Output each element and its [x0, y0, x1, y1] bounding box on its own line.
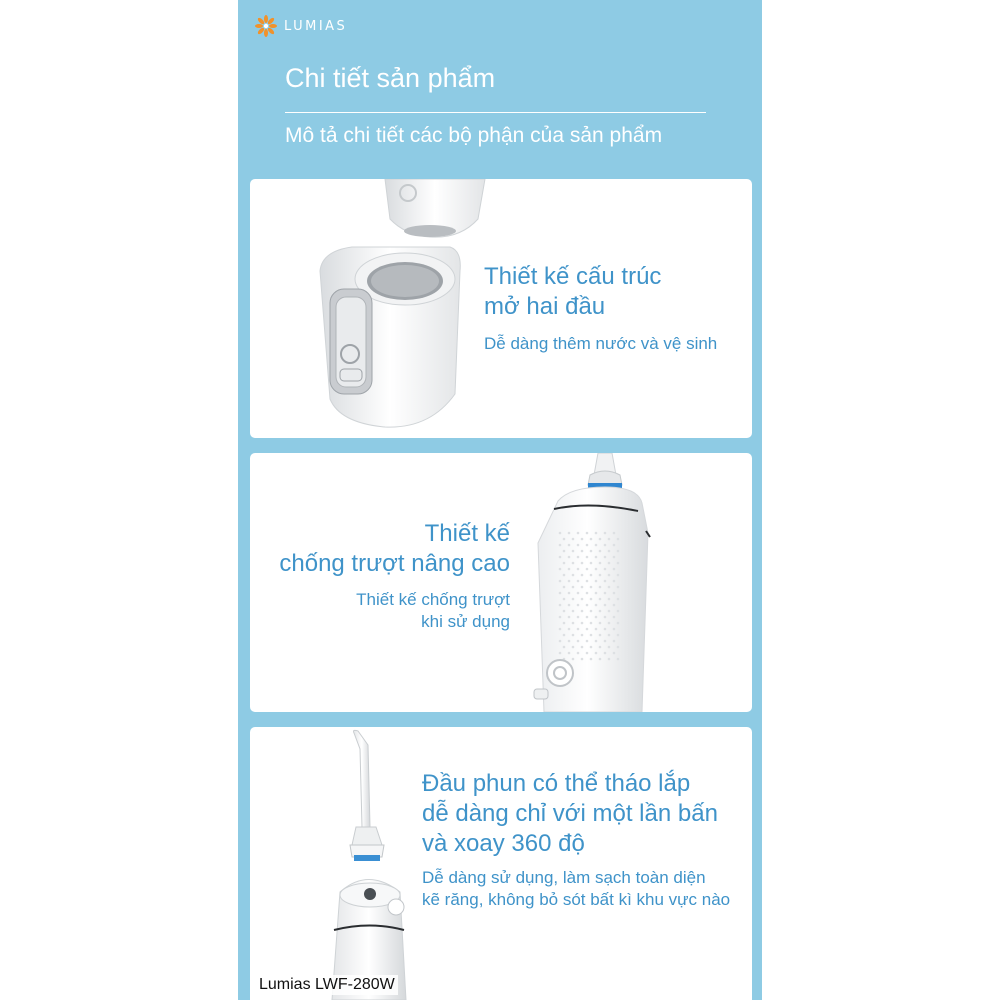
grip-dot	[581, 622, 584, 625]
grip-dot	[568, 628, 571, 631]
grip-dot	[604, 652, 607, 655]
grip-dot	[595, 568, 598, 571]
grip-dot	[581, 646, 584, 649]
grip-dot	[577, 604, 580, 607]
grip-dot	[608, 646, 611, 649]
card-title-line: mở hai đầu	[484, 293, 606, 320]
grip-dot	[586, 604, 589, 607]
grip-dot	[613, 592, 616, 595]
card-description-line: Thiết kế chống trượt	[356, 590, 510, 609]
grip-dot	[563, 598, 566, 601]
grip-dot	[599, 574, 602, 577]
grip-dot	[577, 568, 580, 571]
card-title-line: Thiết kế	[424, 520, 510, 547]
card-title-line: và xoay 360 độ	[422, 830, 585, 857]
grip-dot	[563, 586, 566, 589]
grip-dot	[568, 640, 571, 643]
grip-dot	[595, 592, 598, 595]
grip-dot	[590, 586, 593, 589]
grip-dot	[613, 568, 616, 571]
grip-dot	[608, 658, 611, 661]
grip-dot	[586, 652, 589, 655]
grip-dot	[563, 634, 566, 637]
card-title-line: dễ dàng chỉ với một lần bấn	[422, 800, 718, 827]
grip-dot	[568, 532, 571, 535]
card-description-line: Dễ dàng sử dụng, làm sạch toàn diện	[422, 868, 706, 887]
grip-dot	[617, 586, 620, 589]
grip-dot	[581, 574, 584, 577]
grip-dot	[586, 592, 589, 595]
grip-dot	[559, 640, 562, 643]
card-description	[422, 867, 730, 911]
grip-dot	[581, 586, 584, 589]
grip-dot	[613, 628, 616, 631]
grip-dot	[563, 562, 566, 565]
grip-dot	[595, 532, 598, 535]
grip-dot	[568, 604, 571, 607]
grip-dot	[568, 592, 571, 595]
grip-dot	[595, 640, 598, 643]
grip-dot	[599, 598, 602, 601]
grip-dot	[577, 592, 580, 595]
device-body-icon	[530, 453, 680, 712]
nozzle-icon	[310, 727, 440, 1000]
grip-dot	[572, 586, 575, 589]
title-divider	[285, 112, 706, 113]
grip-dot	[586, 616, 589, 619]
grip-dot	[617, 658, 620, 661]
brand-name: LUMIAS	[284, 18, 348, 34]
grip-dot	[617, 550, 620, 553]
grip-dot	[595, 544, 598, 547]
grip-dot	[604, 640, 607, 643]
grip-dot	[617, 574, 620, 577]
grip-dot	[559, 544, 562, 547]
grip-dot	[577, 640, 580, 643]
grip-dot	[572, 634, 575, 637]
grip-dot	[577, 544, 580, 547]
grip-dot	[563, 610, 566, 613]
grip-dot	[599, 610, 602, 613]
grip-dot	[586, 640, 589, 643]
grip-dot	[590, 538, 593, 541]
grip-dot	[613, 580, 616, 583]
grip-dot	[568, 652, 571, 655]
grip-dot	[604, 544, 607, 547]
grip-dot	[608, 634, 611, 637]
grip-dot	[568, 568, 571, 571]
grip-dot	[572, 562, 575, 565]
grip-dot	[559, 568, 562, 571]
grip-dot	[617, 622, 620, 625]
grip-dot	[559, 628, 562, 631]
grip-dot	[608, 562, 611, 565]
grip-dot	[590, 622, 593, 625]
grip-dot	[572, 658, 575, 661]
grip-dot	[577, 616, 580, 619]
grip-dot	[599, 586, 602, 589]
grip-dot	[577, 532, 580, 535]
grip-dot	[568, 556, 571, 559]
card-description	[356, 589, 510, 633]
grip-dot	[563, 574, 566, 577]
sunburst-icon	[254, 14, 278, 38]
water-tank-icon	[310, 179, 490, 438]
grip-dot	[608, 550, 611, 553]
page-subtitle: Mô tả chi tiết các bộ phận của sản phẩm	[285, 124, 663, 147]
grip-dot	[590, 610, 593, 613]
grip-dot	[586, 532, 589, 535]
card-description-line: Dễ dàng thêm nước và vệ sinh	[484, 334, 718, 353]
grip-dot	[613, 556, 616, 559]
feature-card-nozzle	[250, 727, 752, 1000]
grip-dot	[577, 556, 580, 559]
grip-dot	[590, 598, 593, 601]
grip-dot	[595, 604, 598, 607]
grip-dot	[599, 646, 602, 649]
grip-dot	[613, 616, 616, 619]
grip-dot	[613, 544, 616, 547]
card-description-line: kẽ răng, không bỏ sót bất kì khu vực nào	[422, 890, 731, 909]
grip-dot	[617, 562, 620, 565]
grip-dot	[586, 568, 589, 571]
grip-dot	[608, 538, 611, 541]
grip-dot	[586, 544, 589, 547]
card-title	[484, 262, 661, 322]
grip-dot	[572, 550, 575, 553]
grip-dot	[572, 622, 575, 625]
grip-dot	[617, 646, 620, 649]
grip-dot	[559, 592, 562, 595]
grip-dot	[572, 598, 575, 601]
grip-dot	[563, 550, 566, 553]
feature-card-open-design	[250, 179, 752, 438]
grip-dot	[604, 556, 607, 559]
grip-dot	[572, 538, 575, 541]
grip-dot	[595, 628, 598, 631]
grip-dot	[590, 574, 593, 577]
grip-dot	[586, 556, 589, 559]
grip-dot	[613, 652, 616, 655]
grip-dot	[617, 610, 620, 613]
grip-dot	[590, 634, 593, 637]
grip-dot	[559, 604, 562, 607]
grip-dot	[572, 646, 575, 649]
grip-dot	[581, 598, 584, 601]
grip-dot	[595, 616, 598, 619]
grip-dot	[590, 562, 593, 565]
grip-dot	[586, 580, 589, 583]
product-detail-panel	[238, 0, 762, 1000]
grip-dot	[572, 574, 575, 577]
card-title-line: chống trượt nâng cao	[279, 550, 510, 577]
card-title-line: Thiết kế cấu trúc	[484, 263, 662, 290]
card-description-line: khi sử dụng	[421, 612, 510, 631]
grip-dot	[581, 658, 584, 661]
grip-dot	[608, 622, 611, 625]
grip-dot	[595, 580, 598, 583]
grip-dot	[604, 628, 607, 631]
grip-dot	[563, 538, 566, 541]
grip-dot	[559, 616, 562, 619]
grip-dot	[613, 640, 616, 643]
grip-dot	[572, 610, 575, 613]
grip-dot	[559, 532, 562, 535]
grip-dot	[568, 616, 571, 619]
grip-dot	[559, 556, 562, 559]
grip-dot	[581, 550, 584, 553]
page-title: Chi tiết sản phẩm	[285, 63, 496, 93]
grip-dot	[608, 598, 611, 601]
grip-dot	[599, 634, 602, 637]
grip-dot	[617, 598, 620, 601]
grip-dot	[595, 556, 598, 559]
grip-dot	[563, 622, 566, 625]
grip-dot	[599, 562, 602, 565]
grip-dot	[604, 532, 607, 535]
grip-dot	[617, 538, 620, 541]
grip-dot	[617, 634, 620, 637]
grip-dot	[586, 628, 589, 631]
grip-dot	[604, 592, 607, 595]
card-description	[484, 333, 717, 355]
grip-dot	[577, 652, 580, 655]
grip-dot	[599, 538, 602, 541]
model-label: Lumias LWF-280W	[256, 975, 398, 995]
grip-dot	[613, 604, 616, 607]
grip-dot	[613, 532, 616, 535]
grip-dot	[568, 544, 571, 547]
grip-dot	[604, 616, 607, 619]
grip-dot	[581, 538, 584, 541]
grip-dot	[559, 652, 562, 655]
grip-dot	[604, 604, 607, 607]
grip-dot	[577, 628, 580, 631]
grip-dot	[608, 610, 611, 613]
grip-dot	[581, 562, 584, 565]
grip-dot	[568, 580, 571, 583]
grip-dot	[559, 580, 562, 583]
grip-dot	[590, 646, 593, 649]
card-title	[279, 519, 510, 579]
grip-dot	[581, 610, 584, 613]
grip-dot	[590, 550, 593, 553]
feature-card-anti-slip	[250, 453, 752, 712]
grip-dot	[604, 568, 607, 571]
grip-dot	[577, 580, 580, 583]
grip-dot	[595, 652, 598, 655]
grip-dot	[590, 658, 593, 661]
grip-dot	[581, 634, 584, 637]
card-title	[422, 769, 718, 859]
card-title-line: Đầu phun có thể tháo lắp	[422, 770, 691, 797]
grip-dot	[608, 574, 611, 577]
grip-dot	[563, 646, 566, 649]
grip-dot	[599, 622, 602, 625]
grip-dot	[599, 550, 602, 553]
brand-logo	[254, 14, 347, 38]
grip-dot	[604, 580, 607, 583]
grip-dot	[599, 658, 602, 661]
grip-dot	[608, 586, 611, 589]
